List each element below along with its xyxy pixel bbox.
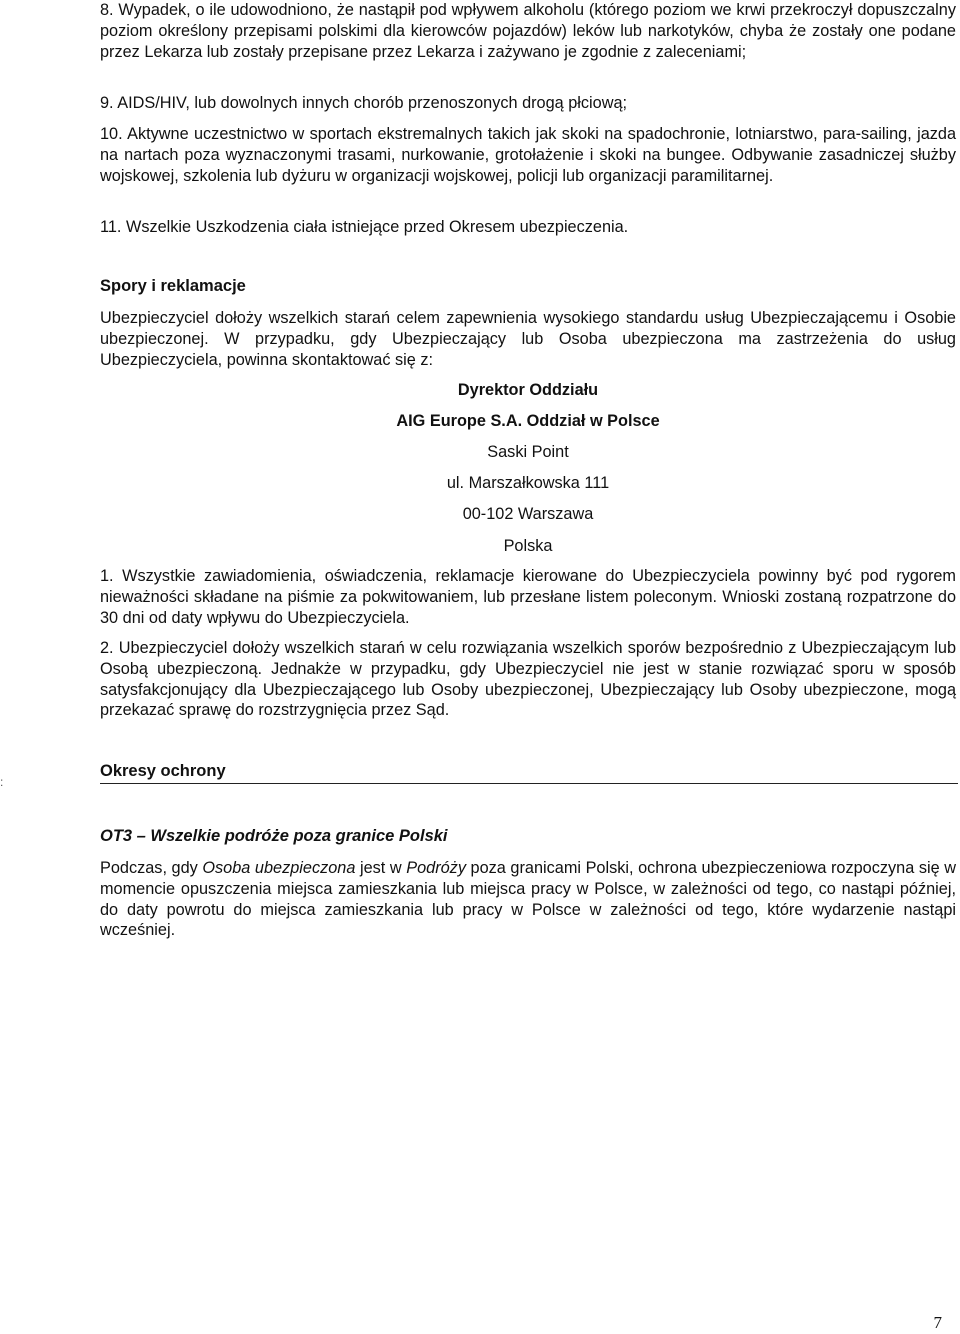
exclusion-item-10 (100, 124, 956, 186)
coverage-term-insured: Osoba ubezpieczona (202, 859, 356, 877)
coverage-term-travel: Podróży (406, 859, 466, 877)
exclusion-item-9 (100, 93, 956, 114)
list-number: 11. (100, 218, 122, 236)
list-text: AIDS/HIV, lub dowolnych innych chorób przenoszonych drogą płciową; (117, 94, 628, 112)
exclusion-item-11 (100, 217, 956, 238)
section-divider (100, 783, 958, 784)
disputes-intro-paragraph: Ubezpieczyciel dołoży wszelkich starań celem zapewnienia wysokiego standardu usług Ubezpieczającemu i Osobie ubezpieczonej. W przypadku, gdy Ubezpieczający lub Osoba ubezpieczona ma zastrzeżenia do usług Ubezpieczyciela, powinna skontaktować się z: (100, 309, 956, 369)
list-text: Wszystkie zawiadomienia, oświadczenia, reklamacje kierowane do Ubezpieczyciela powinny być pod rygorem nieważności składane na piśmie za pokwitowaniem, lub przesłane listem poleconym. Wnioski zostaną rozpatrzone do 30 dni od daty wpływu do Ubezpieczyciela. (100, 567, 956, 627)
address-line-company: AIG Europe S.A. Oddział w Polsce (396, 412, 660, 430)
exclusion-item-8 (100, 0, 956, 62)
list-number: 10. (100, 125, 123, 143)
list-number: 2. (100, 639, 114, 657)
list-number: 9. (100, 94, 114, 112)
disputes-point-2 (100, 638, 956, 721)
section-heading-disputes: Spory i reklamacje (100, 277, 246, 295)
address-line-street: ul. Marszałkowska 111 (446, 474, 610, 492)
disputes-point-1 (100, 566, 956, 628)
page-number: 7 (933, 1313, 942, 1332)
coverage-text-part: poza granicami Polski, ochrona ubezpieczeniowa rozpoczyna się w momencie opuszczenia miejsca zamieszkania lub miejsca pracy w Polsce, w zależności od tego, co nastąpi później, do daty powrotu do miejsca zamieszkania lub pracy w Polsce w zależności od tego, które wydarzenie nastąpi wcześniej. (100, 859, 956, 940)
section-heading-coverage: Okresy ochrony (100, 762, 226, 780)
list-text: Ubezpieczyciel dołoży wszelkich starań w celu rozwiązania wszelkich sporów bezpośrednio z Ubezpieczającym lub Osobą ubezpieczoną. Jednakże w przypadku, gdy Ubezpieczyciel nie jest w stanie rozwiązać sporu w sposób satysfakcjonujący dla Ubezpieczającego lub Osoby ubezpieczonej, Ubezpieczający lub Osoby ubezpieczone, mogą przekazać sprawę do rozstrzygnięcia przez Sąd. (100, 639, 956, 720)
list-text: Aktywne uczestnictwo w sportach ekstremalnych takich jak skoki na spadochronie, lotniarstwo, para-sailing, jazda na nartach poza wyznaczonymi trasami, nurkowanie, grotołażenie i skoki na bungee. Odbywanie zasadniczej służby wojskowej, szkolenia lub dyżuru w organizacji wojskowej, policji lub organizacji paramilitarnej. (100, 125, 956, 185)
coverage-text-part: jest w (355, 859, 407, 877)
list-number: 8. (100, 1, 114, 19)
coverage-text-part: Podczas, gdy (100, 859, 203, 877)
list-text: Wypadek, o ile udowodniono, że nastąpił pod wpływem alkoholu (którego poziom we krwi przekroczył dopuszczalny poziom określony przepisami polskimi dla kierowców pojazdów) leków lub narkotyków, chyba że zostały one podane przez Lekarza lub zostały przepisane przez Lekarza i zażywano je zgodnie z zaleceniami; (100, 1, 956, 61)
coverage-paragraph (100, 858, 956, 941)
coverage-subheading: OT3 – Wszelkie podróże poza granice Polski (100, 827, 448, 845)
margin-mark: : (0, 775, 4, 789)
address-line-director: Dyrektor Oddziału (457, 381, 599, 399)
list-text: Wszelkie Uszkodzenia ciała istniejące przed Okresem ubezpieczenia. (125, 218, 629, 236)
address-line-building: Saski Point (487, 443, 569, 461)
list-number: 1. (100, 567, 114, 585)
address-line-city: 00-102 Warszawa (462, 505, 594, 523)
address-line-country: Polska (503, 537, 553, 555)
